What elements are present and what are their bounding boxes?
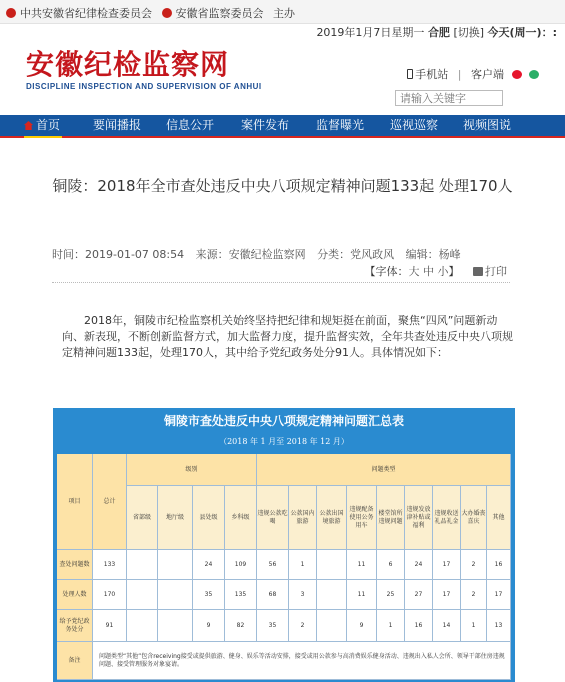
- header-type-col: 大办婚丧喜庆: [461, 486, 487, 550]
- header-type-col: 公款出国境旅游: [317, 486, 347, 550]
- search-input[interactable]: [396, 92, 502, 106]
- cell-level: 9: [193, 610, 225, 642]
- nav-supervision-exposure[interactable]: 监督曝光: [316, 118, 365, 132]
- cell-type: 17: [433, 550, 461, 580]
- cell-level: 35: [193, 580, 225, 610]
- font-medium-link[interactable]: 中: [423, 265, 434, 278]
- header-type-col: 公款国内旅游: [289, 486, 317, 550]
- cell-type: 17: [487, 580, 511, 610]
- header-type-col: 违规配备使用公务用车: [347, 486, 377, 550]
- header-level-col: 乡科级: [225, 486, 257, 550]
- cell-type: 68: [257, 580, 289, 610]
- mobile-site-link[interactable]: 手机站: [415, 68, 449, 81]
- link-discipline-commission[interactable]: 中共安徽省纪律检查委员会: [20, 7, 152, 20]
- article-meta: [52, 246, 469, 262]
- cell-type: 25: [377, 580, 405, 610]
- city-name: 合肥: [427, 26, 450, 39]
- top-links: [6, 5, 295, 21]
- cell-type: 27: [405, 580, 433, 610]
- cell-level: 109: [225, 550, 257, 580]
- cell-total: 133: [93, 550, 127, 580]
- meta-divider: [52, 282, 510, 283]
- font-small-link[interactable]: 小: [437, 265, 449, 278]
- date-weather: [316, 24, 557, 42]
- cell-level: 24: [193, 550, 225, 580]
- logo-title: 安徽纪检监察网: [26, 48, 230, 81]
- cell-level: 135: [225, 580, 257, 610]
- row-label: 处理人数: [57, 580, 93, 610]
- header-level-col: 县处级: [193, 486, 225, 550]
- article-editor: 编辑：杨峰: [405, 248, 461, 261]
- cell-type: [317, 610, 347, 642]
- row-label: 给予党纪政务处分: [57, 610, 93, 642]
- cell-level: [158, 610, 193, 642]
- nav-inspection[interactable]: 巡视巡察: [390, 118, 439, 132]
- cell-type: 2: [461, 580, 487, 610]
- header-type-col: 违规收送礼品礼金: [433, 486, 461, 550]
- summary-table-image: [53, 408, 515, 682]
- table-title: 铜陵市查处违反中央八项规定精神问题汇总表: [163, 414, 404, 428]
- cell-type: 16: [405, 610, 433, 642]
- nav-home[interactable]: 首页: [24, 115, 60, 136]
- table-period: （2018 年 1 月至 2018 年 12 月）: [219, 437, 349, 446]
- article-category: 分类：党风政风: [317, 248, 395, 261]
- home-icon: [24, 121, 33, 130]
- header-level-col: 省部级: [127, 486, 158, 550]
- weather-today: 今天(周一)：:: [487, 26, 557, 39]
- cell-type: 2: [461, 550, 487, 580]
- wechat-icon[interactable]: [529, 70, 539, 79]
- header-type-col: 其他: [487, 486, 511, 550]
- cell-type: 17: [433, 580, 461, 610]
- article-source: 来源：安徽纪检监察网: [195, 248, 306, 261]
- client-app-link[interactable]: 客户端: [471, 68, 504, 81]
- cell-type: 1: [377, 610, 405, 642]
- header-type: 问题类型: [257, 454, 511, 486]
- article-paragraph: 2018年，铜陵市纪检监察机关始终坚持把纪律和规矩挺在前面，聚焦“四风”问题新动向、新表现，不断创新监督方式，加大监督力度，提升监督实效，全年共查处违反中央八项规定精神问题133起，处理170人，其中给予党纪政务处分91人。具体情况如下：: [62, 314, 513, 359]
- cell-level: [158, 580, 193, 610]
- cell-type: 11: [347, 550, 377, 580]
- cell-total: 91: [93, 610, 127, 642]
- header-links: 手机站 | 客户端: [407, 66, 539, 82]
- cell-type: 2: [289, 610, 317, 642]
- link-supervision-commission[interactable]: 安徽省监察委员会: [175, 7, 264, 20]
- row-label: 查处问题数: [57, 550, 93, 580]
- cell-type: 11: [347, 580, 377, 610]
- nav-info-disclosure[interactable]: 信息公开: [166, 118, 215, 132]
- article-tools: 【字体：大 中 小】 打印: [364, 265, 507, 278]
- note-text: 问题类型“其他”包含receiving接受或提供旅游、健身、娱乐等活动安排，接受或用公款参与高消费娱乐健身活动、违规出入私人会所、领导干部住房违规问题、接受管理服务对象宴请。: [93, 642, 511, 680]
- nav-case-release[interactable]: 案件发布: [241, 118, 290, 132]
- current-date: 2019年1月7日星期一: [316, 26, 425, 39]
- mobile-icon: [407, 69, 413, 79]
- cell-level: [127, 580, 158, 610]
- header-total: 总计: [93, 454, 127, 550]
- cell-type: [317, 550, 347, 580]
- header-item: 项目: [57, 454, 93, 550]
- nav-video[interactable]: 视频图说: [463, 118, 512, 132]
- header-level: 级别: [127, 454, 257, 486]
- party-emblem-icon: [6, 8, 16, 18]
- top-bar: [0, 0, 565, 24]
- nav-news[interactable]: 要闻播报: [93, 118, 142, 132]
- cell-type: 16: [487, 550, 511, 580]
- cell-level: 82: [225, 610, 257, 642]
- cell-total: 170: [93, 580, 127, 610]
- search-box: [395, 90, 503, 106]
- article-title: 铜陵：2018年全市查处违反中央八项规定精神问题133起 处理170人: [52, 177, 513, 195]
- header-type-col: 楼堂馆所违规问题: [377, 486, 405, 550]
- city-switch-link[interactable]: [切换]: [453, 26, 485, 39]
- cell-type: 1: [289, 550, 317, 580]
- cell-type: 1: [461, 610, 487, 642]
- cell-type: 56: [257, 550, 289, 580]
- note-label: 备注: [57, 642, 93, 680]
- font-large-link[interactable]: 大: [408, 265, 420, 278]
- cell-type: 6: [377, 550, 405, 580]
- cell-type: 14: [433, 610, 461, 642]
- weibo-icon[interactable]: [512, 70, 522, 79]
- cell-type: [317, 580, 347, 610]
- state-emblem-icon: [162, 8, 172, 18]
- summary-table: [57, 454, 511, 680]
- cell-type: 13: [487, 610, 511, 642]
- host-label: 主办: [273, 7, 295, 20]
- cell-level: [127, 550, 158, 580]
- logo-subtitle: DISCIPLINE INSPECTION AND SUPERVISION OF ANHUI: [26, 82, 262, 91]
- cell-type: 24: [405, 550, 433, 580]
- cell-level: [158, 550, 193, 580]
- publish-time: 时间：2019-01-07 08:54: [52, 248, 185, 261]
- print-icon[interactable]: [473, 267, 483, 276]
- header-type-col: 违规发放津补贴或福利: [405, 486, 433, 550]
- site-logo[interactable]: [26, 48, 262, 91]
- cell-type: 35: [257, 610, 289, 642]
- cell-type: 3: [289, 580, 317, 610]
- cell-type: 9: [347, 610, 377, 642]
- header-level-col: 地厅级: [158, 486, 193, 550]
- header-type-col: 违规公款吃喝: [257, 486, 289, 550]
- cell-level: [127, 610, 158, 642]
- main-nav: [0, 115, 565, 138]
- print-link[interactable]: 打印: [485, 265, 507, 278]
